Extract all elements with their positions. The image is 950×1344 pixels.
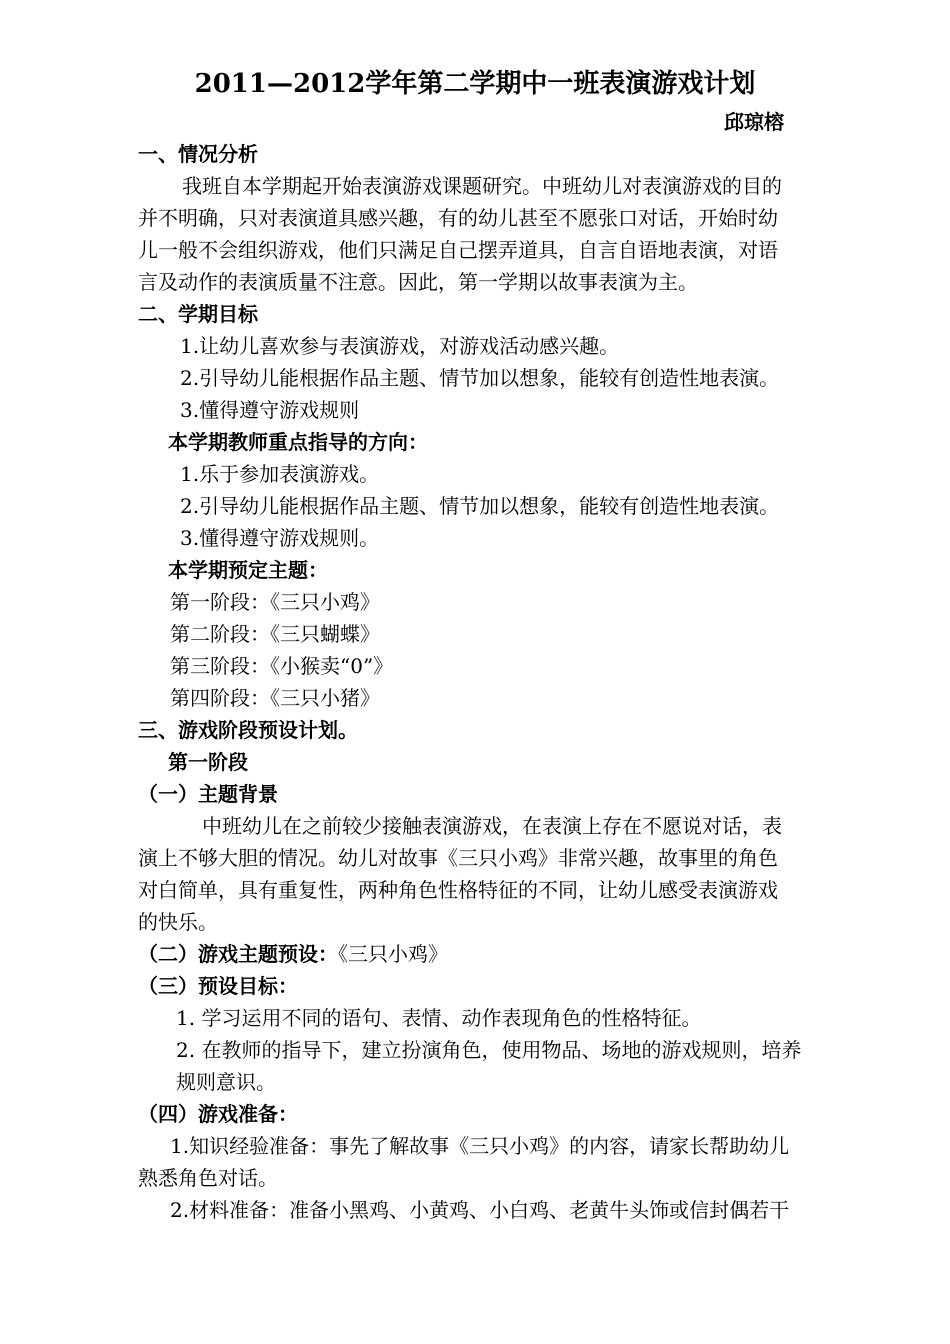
theme-preset-line xyxy=(138,938,448,970)
paragraph-line: 并不明确，只对表演道具感兴趣，有的幼儿甚至不愿张口对话，开始时幼 xyxy=(138,206,778,230)
paragraph-line: 儿一般不会组织游戏，他们只满足自己摆弄道具，自言自语地表演，对语 xyxy=(138,238,778,262)
author-name: 邱琼榕 xyxy=(724,110,784,134)
list-item: 1. 学习运用不同的语句、表情、动作表现角色的性格特征。 xyxy=(176,1006,702,1030)
paragraph-line: 中班幼儿在之前较少接触表演游戏，在表演上存在不愿说对话，表 xyxy=(202,814,782,838)
list-item: 2. 在教师的指导下，建立扮演角色，使用物品、场地的游戏规则，培养 xyxy=(176,1038,802,1062)
paragraph-line: 对白简单，具有重复性，两种角色性格特征的不同，让幼儿感受表演游戏 xyxy=(138,878,778,902)
subheading: （三）预设目标： xyxy=(138,974,298,998)
document-title: 2011—2012学年第二学期中一班表演游戏计划 xyxy=(194,69,756,99)
paragraph-line: 熟悉角色对话。 xyxy=(138,1166,278,1190)
list-item: 第二阶段：《三只蝴蝶》 xyxy=(170,622,380,646)
section-heading-2: 二、学期目标 xyxy=(138,302,258,326)
paragraph-line: 1.知识经验准备：事先了解故事《三只小鸡》的内容，请家长帮助幼儿 xyxy=(170,1134,790,1158)
list-item: 3.懂得遵守游戏规则。 xyxy=(180,526,380,550)
theme-preset-value: 《三只小鸡》 xyxy=(338,942,448,966)
paragraph-line: 言及动作的表演质量不注意。因此，第一学期以故事表演为主。 xyxy=(138,270,698,294)
subheading: 本学期教师重点指导的方向： xyxy=(168,430,428,454)
subheading: （四）游戏准备： xyxy=(138,1102,298,1126)
section-heading-3: 三、游戏阶段预设计划。 xyxy=(138,718,358,742)
subheading: （一）主题背景 xyxy=(138,782,278,806)
list-item: 2.引导幼儿能根据作品主题、情节加以想象，能较有创造性地表演。 xyxy=(180,494,780,518)
list-item: 1.让幼儿喜欢参与表演游戏，对游戏活动感兴趣。 xyxy=(180,334,620,358)
paragraph-line: 演上不够大胆的情况。幼儿对故事《三只小鸡》非常兴趣，故事里的角色 xyxy=(138,846,778,870)
list-item: 2.引导幼儿能根据作品主题、情节加以想象，能较有创造性地表演。 xyxy=(180,366,780,390)
subheading: 第一阶段 xyxy=(168,750,248,774)
list-item: 第四阶段：《三只小猪》 xyxy=(170,686,380,710)
list-item: 规则意识。 xyxy=(176,1070,276,1094)
theme-preset-label: （二）游戏主题预设： xyxy=(138,942,338,966)
paragraph-line: 2.材料准备：准备小黑鸡、小黄鸡、小白鸡、老黄牛头饰或信封偶若干 xyxy=(170,1198,790,1222)
list-item: 1.乐于参加表演游戏。 xyxy=(180,462,380,486)
list-item: 第三阶段：《小猴卖“0”》 xyxy=(170,654,394,678)
section-heading-1: 一、情况分析 xyxy=(138,142,258,166)
list-item: 3.懂得遵守游戏规则 xyxy=(180,398,360,422)
paragraph-line: 的快乐。 xyxy=(138,910,218,934)
paragraph-line: 我班自本学期起开始表演游戏课题研究。中班幼儿对表演游戏的目的 xyxy=(182,174,782,198)
list-item: 第一阶段：《三只小鸡》 xyxy=(170,590,380,614)
subheading: 本学期预定主题： xyxy=(168,558,328,582)
